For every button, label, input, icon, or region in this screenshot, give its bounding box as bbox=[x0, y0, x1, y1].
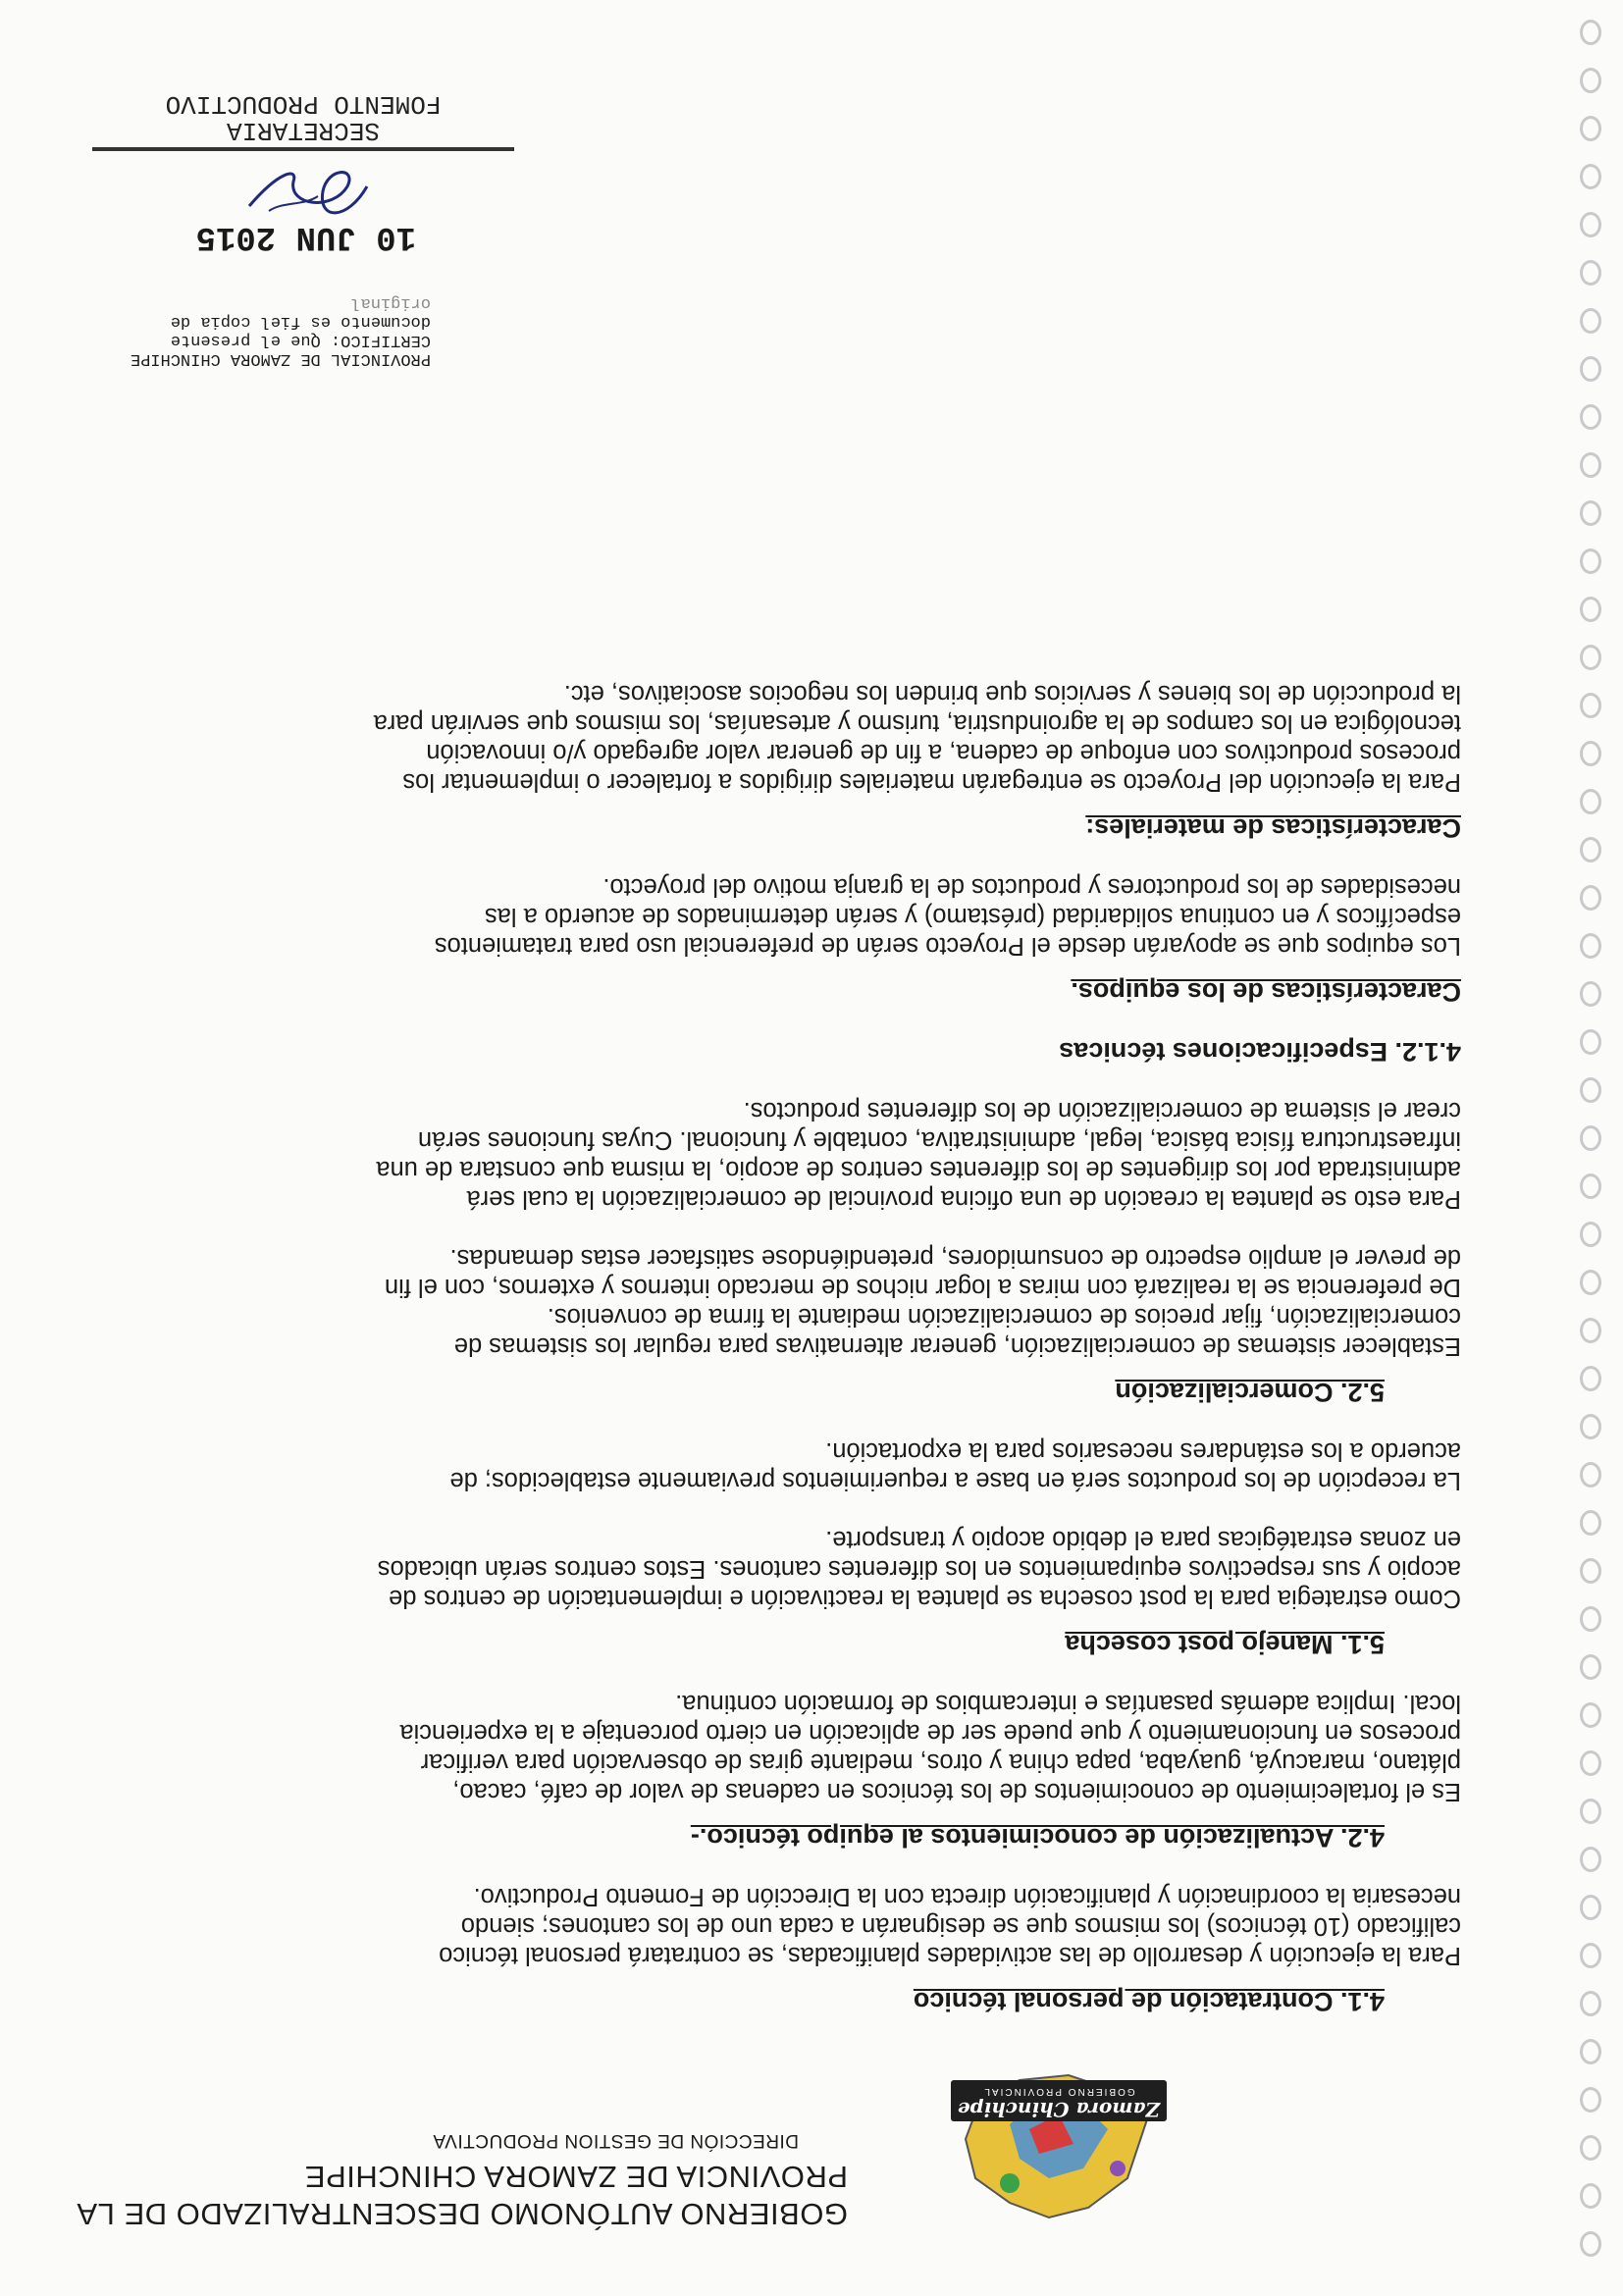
section-heading: 4.1.2. Especificaciones técnicas bbox=[1059, 1037, 1461, 1067]
text-line: Para la ejecución y desarrollo de las actividades planificadas, se contratará personal técnico bbox=[439, 1942, 1461, 1969]
text-line: Para esto se plantea la creación de una oficina provincial de comercialización la cual será bbox=[466, 1185, 1461, 1213]
text-line: plátano, maracuyá, guayaba, papa china y otros, mediante giras de observación para verificar bbox=[420, 1748, 1461, 1776]
text-line: De preferencia se la realizará con miras a logar nichos de mercado internos y externos, con el fin bbox=[384, 1274, 1461, 1301]
text-line: la producción de los bienes y servicios que brinden los negocios asociativos, etc. bbox=[563, 680, 1461, 707]
section-equipos bbox=[166, 872, 1461, 1007]
text-line: tecnológica en los campos de la agroindustria, turismo y artesanías, los mismos que servirán para bbox=[373, 709, 1461, 737]
paragraph bbox=[166, 1689, 1461, 1806]
stamp-line: documento es fiel copia de bbox=[170, 312, 431, 331]
page-header bbox=[77, 2158, 848, 2232]
section-heading: 5.1. Manejo post cosecha bbox=[1065, 1630, 1385, 1659]
text-line: Los equipos que se apoyarán desde el Proyecto serán de preferencial uso para tratamientos bbox=[434, 932, 1461, 960]
section-heading: 5.2. Comercialización bbox=[1115, 1378, 1385, 1407]
text-line: necesaria la coordinación y planificación directa con la Dirección de Fomento Productivo. bbox=[473, 1883, 1461, 1910]
section-heading: Características de materiales: bbox=[1085, 813, 1461, 843]
section-4-2 bbox=[166, 1689, 1461, 1852]
header-title-line2: PROVINCIA DE ZAMORA CHINCHIPE bbox=[304, 2160, 848, 2194]
paragraph bbox=[166, 679, 1461, 797]
document-body bbox=[166, 679, 1461, 2016]
paragraph bbox=[166, 1243, 1461, 1361]
section-materiales bbox=[166, 679, 1461, 843]
secretary-stamp bbox=[92, 90, 514, 157]
paragraph bbox=[166, 1096, 1461, 1214]
section-5-1 bbox=[166, 1436, 1461, 1659]
section-heading: 4.1. Contratación de personal técnico bbox=[913, 1987, 1385, 2016]
date-stamp: 10 JUN 2015 bbox=[195, 218, 416, 255]
secretary-title: SECRETARIA bbox=[226, 116, 381, 145]
section-4-1-2 bbox=[166, 1036, 1461, 1067]
text-line: de prever el amplio espectro de consumidores, pretendiéndose satisfacer estas demandas. bbox=[449, 1244, 1461, 1272]
header-title-line1: GOBIERNO AUTÓNOMO DESCENTRALIZADO DE LA bbox=[76, 2197, 848, 2231]
text-line: Como estrategia para la post cosecha se plantea la reactivación e implementación de centros de bbox=[389, 1585, 1461, 1612]
paragraph bbox=[166, 1436, 1461, 1495]
signature-icon bbox=[239, 157, 377, 226]
stamp-line: CERTIFICO: Que el presente bbox=[170, 331, 431, 349]
logo-caption: GOBIERNO PROVINCIAL bbox=[982, 2086, 1135, 2097]
text-line: necesidades de los productores y productos de la granja motivo del proyecto. bbox=[602, 873, 1461, 901]
text-line: en zonas estratégicas para el debido acopio y transporte. bbox=[825, 1526, 1461, 1553]
section-heading: 4.2. Actualización de conocimientos al equipo técnico.- bbox=[690, 1823, 1385, 1852]
text-line: Es el fortalecimiento de conocimientos de los técnicos en cadenas de valor de café, cacao, bbox=[452, 1778, 1461, 1805]
provincial-logo bbox=[951, 2065, 1167, 2237]
text-line: administrada por los dirigentes de los diferentes centros de acopio, la misma que constara de una bbox=[376, 1156, 1461, 1183]
text-line: Para la ejecución del Proyecto se entregarán materiales dirigidos a fortalecer o implementar los bbox=[402, 768, 1461, 796]
divider bbox=[92, 147, 514, 151]
text-line: acopio y sus respectivos equipamientos en los diferentes cantones. Estos centros serán ubicados bbox=[377, 1555, 1461, 1583]
paragraph bbox=[166, 1882, 1461, 1970]
paragraph bbox=[166, 872, 1461, 961]
text-line: comercialización, fijar precios de comercialización mediante la firma de convenios. bbox=[547, 1303, 1461, 1331]
text-line: específicos y en continua solidaridad (préstamo) y serán determinados de acuerdo a las bbox=[484, 903, 1461, 930]
section-5-2 bbox=[166, 1096, 1461, 1407]
department-name: DIRECCIÓN DE GESTION PRODUCTIVA bbox=[432, 2130, 799, 2151]
stamp-line: PROVINCIAL DE ZAMORA CHINCHIPE bbox=[130, 349, 431, 368]
text-line: local. Implica además pasantías e intercambios de formación continua. bbox=[675, 1690, 1461, 1717]
text-line: procesos productivos con enfoque de cadena, a fin de generar valor agregado y/o innovación bbox=[426, 739, 1461, 766]
text-line: procesos en funcionamiento y que puede ser de aplicación en cierto porcentaje a la experiencia bbox=[399, 1719, 1461, 1747]
stamp-line: original bbox=[350, 293, 431, 312]
text-line: infraestructura física básica, legal, administrativa, contable y funcional. Cuyas funciones serán bbox=[417, 1126, 1461, 1154]
certification-stamp bbox=[131, 293, 431, 368]
text-line: crear el sistema de comercialización de los diferentes productos. bbox=[743, 1097, 1461, 1124]
secretary-office: FOMENTO PRODUCTIVO bbox=[165, 89, 442, 119]
logo-brand: Zamora Chinchipe bbox=[957, 2098, 1161, 2121]
text-line: calificado (10 técnicos) los mismos que se designarán a cada uno de los cantones; siendo bbox=[460, 1912, 1461, 1940]
paragraph bbox=[166, 1525, 1461, 1613]
section-4-1 bbox=[166, 1882, 1461, 2016]
text-line: La recepción de los productos será en base a requerimientos previamente establecidos; de bbox=[449, 1467, 1461, 1494]
section-heading: Características de los equipos. bbox=[1071, 977, 1461, 1007]
text-line: acuerdo a los estándares necesarios para la exportación. bbox=[825, 1437, 1461, 1465]
text-line: Establecer sistemas de comercialización, generar alternativas para regular los sistemas de bbox=[453, 1332, 1461, 1360]
